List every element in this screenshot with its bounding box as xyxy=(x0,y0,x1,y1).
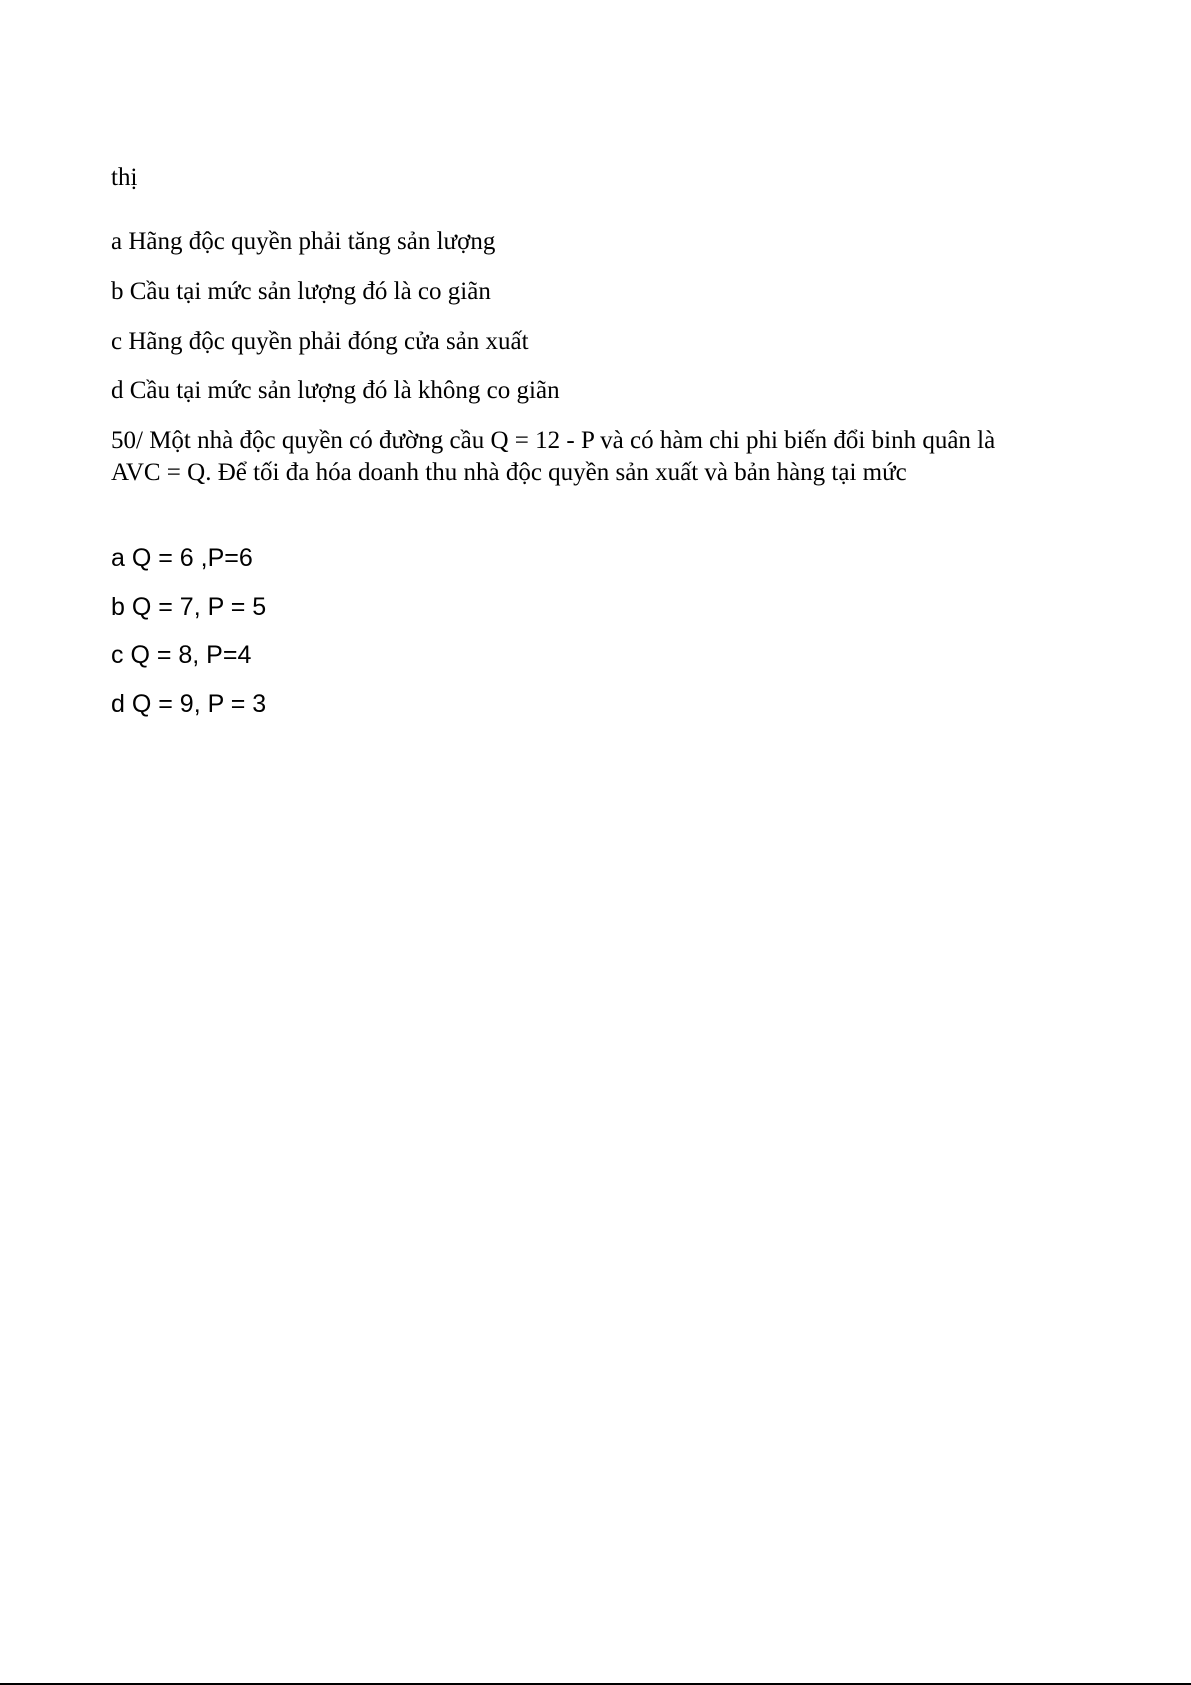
option-b-prev: b Cầu tại mức sản lượng đó là co giãn xyxy=(111,278,491,305)
option-c-prev: c Hãng độc quyền phải đóng cửa sản xuất xyxy=(111,328,529,355)
question-50-option-d: d Q = 9, P = 3 xyxy=(111,690,267,718)
continuation-text: thị xyxy=(111,164,138,191)
question-50-text: 50/ Một nhà độc quyền có đường cầu Q = 12 - P và có hàm chi phi biến đổi binh quân là AVC = Q. Để tối đa hóa doanh thu nhà độc quyền sản xuất và bản hàng tại mức xyxy=(111,427,996,486)
option-d-prev: d Cầu tại mức sản lượng đó là không co giãn xyxy=(111,377,560,404)
question-50-option-a: a Q = 6 ,P=6 xyxy=(111,544,253,572)
question-50-option-c: c Q = 8, P=4 xyxy=(111,641,252,669)
option-a-prev: a Hãng độc quyền phải tăng sản lượng xyxy=(111,228,496,255)
question-50-option-b: b Q = 7, P = 5 xyxy=(111,593,267,621)
